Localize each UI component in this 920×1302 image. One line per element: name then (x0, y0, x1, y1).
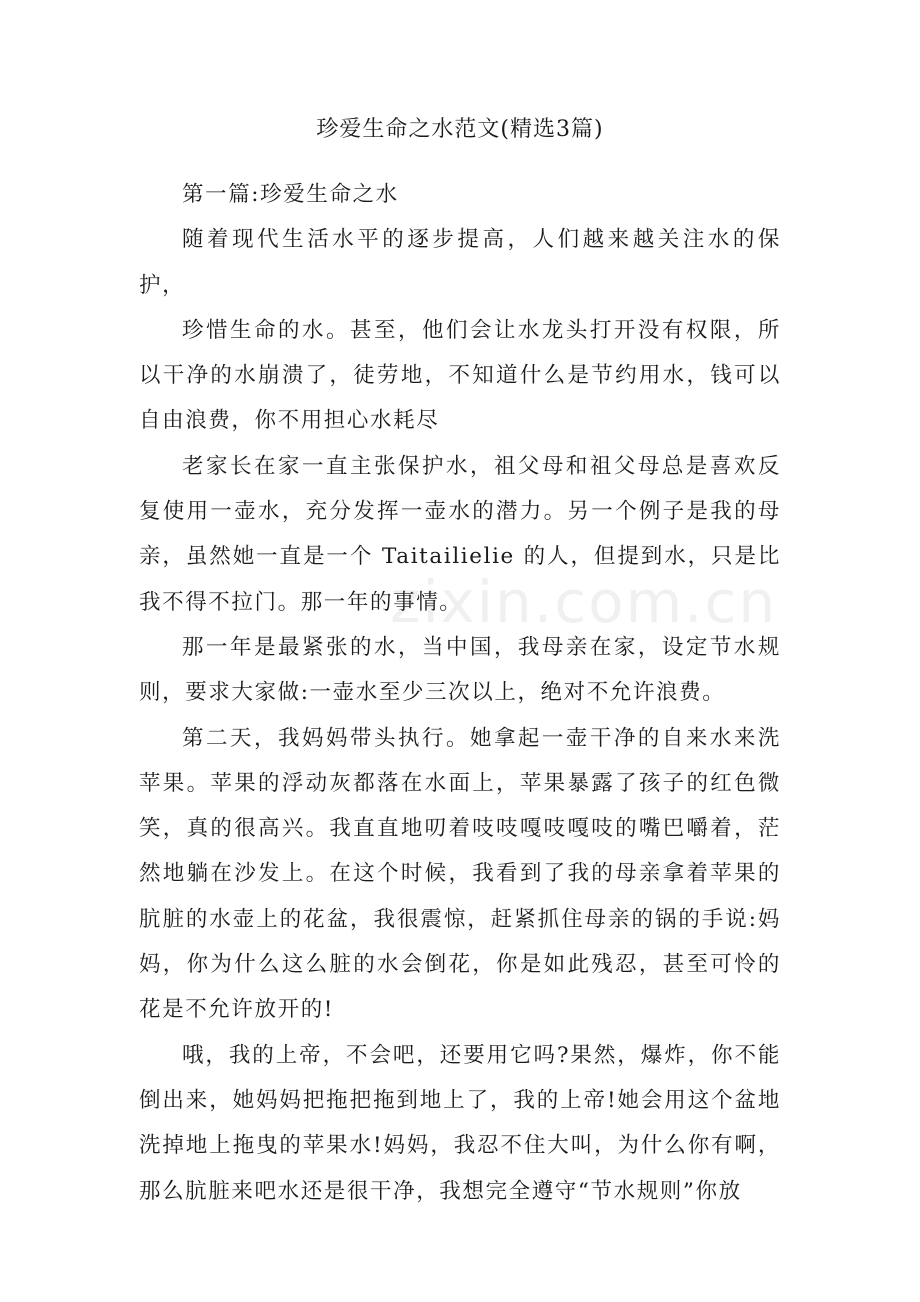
section-heading: 第一篇:珍爱生命之水 (182, 182, 399, 207)
paragraph: 那一年是最紧张的水，当中国，我母亲在家，设定节水规则，要求大家做:一壶水至少三次以上，绝对不允许浪费。 (139, 634, 781, 706)
watermark: zixin.com.cn (390, 568, 778, 636)
paragraph: 哦，我的上帝，不会吧，还要用它吗?果然，爆炸，你不能倒出来，她妈妈把拖把拖到地上了，我的上帝!她会用这个盆地洗掉地上拖曳的苹果水!妈妈，我忍不住大叫，为什么你有啊，那么肮脏来吧水还是很干净，我想完全遵守“节水规则”你放 (139, 1042, 781, 1204)
document-title: 珍爱生命之水范文(精选3篇) (316, 117, 604, 142)
document-body (139, 172, 781, 1214)
paragraph: 随着现代生活水平的逐步提高，人们越来越关注水的保护， (139, 227, 781, 298)
paragraph: 珍惜生命的水。甚至，他们会让水龙头打开没有权限，所以干净的水崩溃了，徒劳地，不知道什么是节约用水，钱可以自由浪费，你不用担心水耗尽 (139, 317, 781, 434)
paragraph: 老家长在家一直主张保护水，祖父母和祖父母总是喜欢反复使用一壶水，充分发挥一壶水的潜力。另一个例子是我的母亲，虽然她一直是一个 Taitailielie 的人，但提到水，只是比我不得不拉门。那一年的事情。 (139, 453, 781, 615)
paragraph: 第二天，我妈妈带头执行。她拿起一壶干净的自来水来洗苹果。苹果的浮动灰都落在水面上，苹果暴露了孩子的红色微笑，真的很高兴。我直直地叨着吱吱嘎吱嘎吱的嘴巴嚼着，茫然地躺在沙发上。在这个时候，我看到了我的母亲拿着苹果的肮脏的水壶上的花盆，我很震惊，赶紧抓住母亲的锅的手说:妈妈，你为什么这么脏的水会倒花，你是如此残忍，甚至可怜的花是不允许放开的! (139, 725, 781, 1023)
